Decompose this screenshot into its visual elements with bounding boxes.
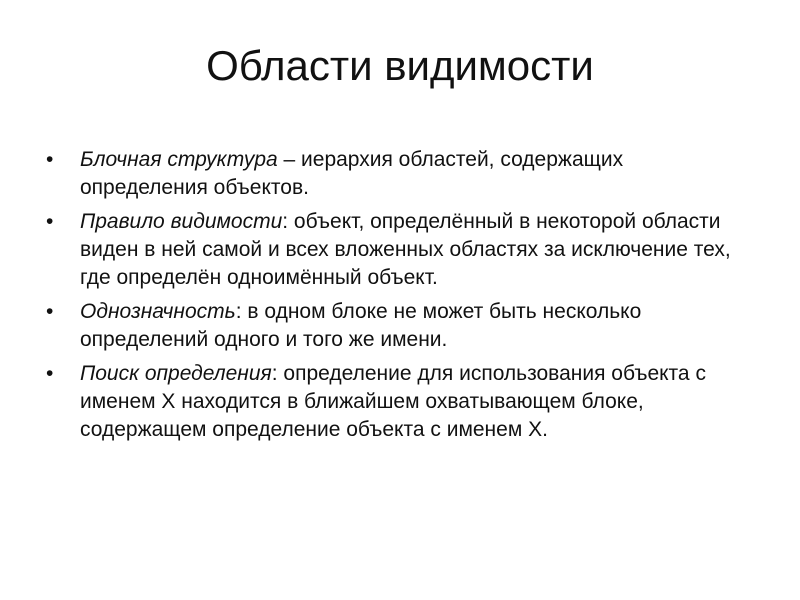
bullet-text: : в одном блоке не может быть несколько определений одного и того же имени. <box>80 300 642 351</box>
bullet-list <box>40 146 740 450</box>
bullet-item-visibility-rule <box>40 208 740 292</box>
bullet-dot-icon: • <box>46 148 54 171</box>
bullet-item-uniqueness <box>40 298 740 354</box>
bullet-dot-icon: • <box>46 210 54 233</box>
bullet-item-block-structure <box>40 146 740 202</box>
bullet-term: Блочная структура <box>80 148 278 171</box>
bullet-dot-icon: • <box>46 300 54 323</box>
slide-title: Области видимости <box>206 42 594 89</box>
bullet-dot-icon: • <box>46 362 54 385</box>
bullet-text: : определение для использования объекта с именем X находится в ближайшем охватывающем блоке, содержащем определение объекта с именем X. <box>80 362 706 441</box>
bullet-item-definition-lookup <box>40 360 740 444</box>
bullet-term: Правило видимости <box>80 210 283 233</box>
bullet-text: – иерархия областей, содержащих определения объектов. <box>80 148 624 199</box>
bullet-term: Однозначность <box>80 300 236 323</box>
bullet-term: Поиск определения <box>80 362 272 385</box>
bullet-text: : объект, определённый в некоторой области виден в ней самой и всех вложенных областях за исключение тех, где определён одноимённый объект. <box>80 210 731 289</box>
